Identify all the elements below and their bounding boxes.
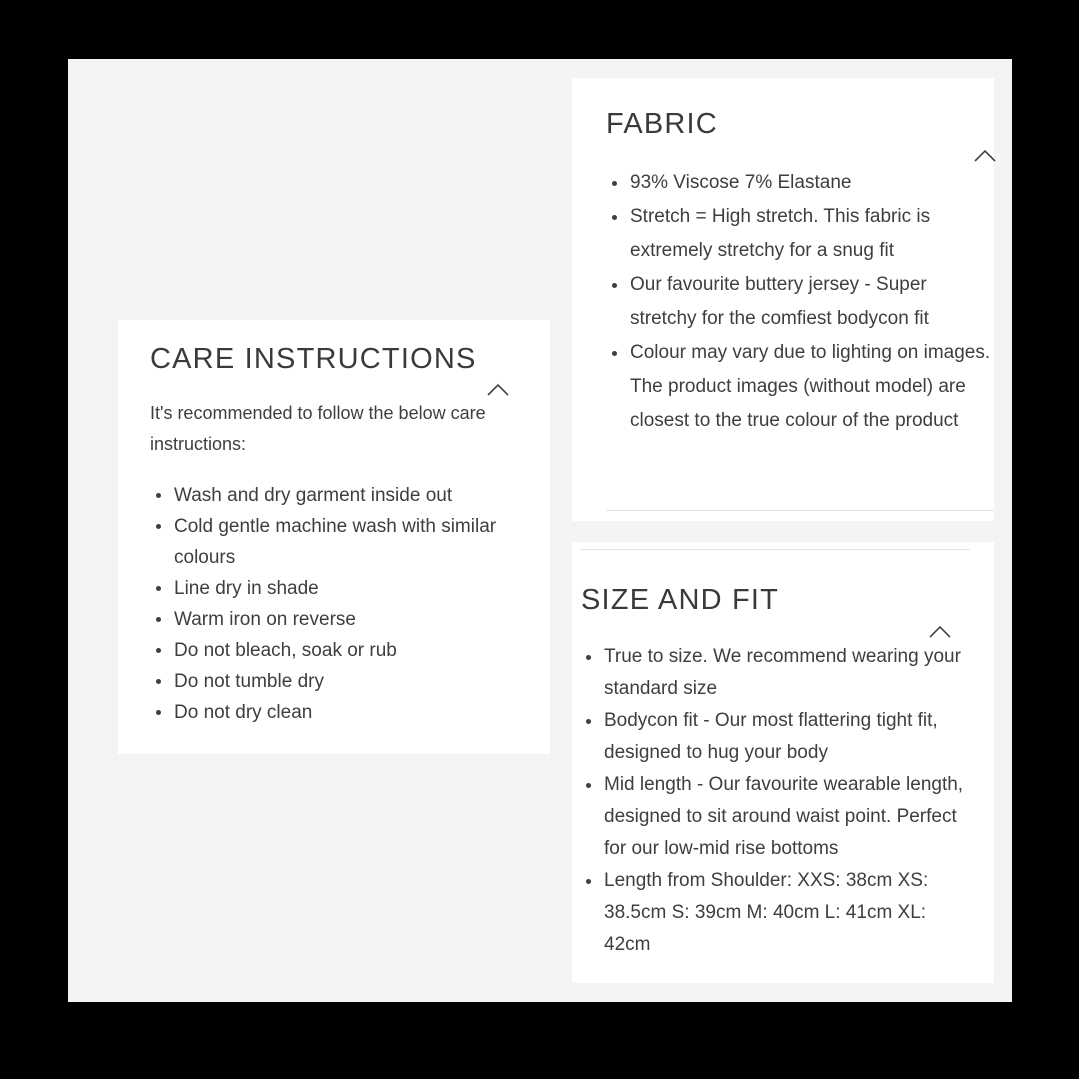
care-instructions-section — [118, 320, 550, 754]
list-item: Do not bleach, soak or rub — [150, 635, 500, 666]
fabric-section — [572, 78, 994, 521]
list-item: Mid length - Our favourite wearable length, designed to sit around waist point. Perfect for our low-mid rise bottoms — [580, 769, 970, 865]
chevron-up-icon[interactable] — [972, 148, 998, 164]
list-item: Colour may vary due to lighting on images. The product images (without model) are closest to the true colour of the product — [606, 336, 994, 438]
list-item: Length from Shoulder: XXS: 38cm XS: 38.5cm S: 39cm M: 40cm L: 41cm XL: 42cm — [580, 865, 970, 961]
size-and-fit-title: SIZE AND FIT — [581, 584, 780, 616]
list-item: Bodycon fit - Our most flattering tight fit, designed to hug your body — [580, 705, 970, 769]
list-item: True to size. We recommend wearing your standard size — [580, 641, 970, 705]
list-item: Stretch = High stretch. This fabric is extremely stretchy for a snug fit — [606, 200, 994, 268]
chevron-up-icon[interactable] — [485, 382, 511, 398]
chevron-up-icon[interactable] — [927, 624, 953, 640]
care-instructions-title: CARE INSTRUCTIONS — [150, 343, 477, 375]
list-item: Wash and dry garment inside out — [150, 480, 500, 511]
care-intro-text: It's recommended to follow the below care instructions: — [150, 403, 486, 454]
size-and-fit-section — [572, 542, 994, 983]
page-canvas — [68, 59, 1012, 1002]
fabric-title: FABRIC — [606, 108, 718, 140]
list-item: 93% Viscose 7% Elastane — [606, 166, 994, 200]
size-and-fit-list — [580, 641, 970, 961]
list-item: Cold gentle machine wash with similar colours — [150, 511, 500, 573]
list-item: Our favourite buttery jersey - Super stretchy for the comfiest bodycon fit — [606, 268, 994, 336]
list-item: Do not dry clean — [150, 697, 500, 728]
divider — [580, 549, 970, 550]
list-item: Line dry in shade — [150, 573, 500, 604]
care-list — [150, 480, 500, 728]
divider — [606, 510, 994, 511]
fabric-list — [606, 166, 994, 438]
list-item: Warm iron on reverse — [150, 604, 500, 635]
list-item: Do not tumble dry — [150, 666, 500, 697]
